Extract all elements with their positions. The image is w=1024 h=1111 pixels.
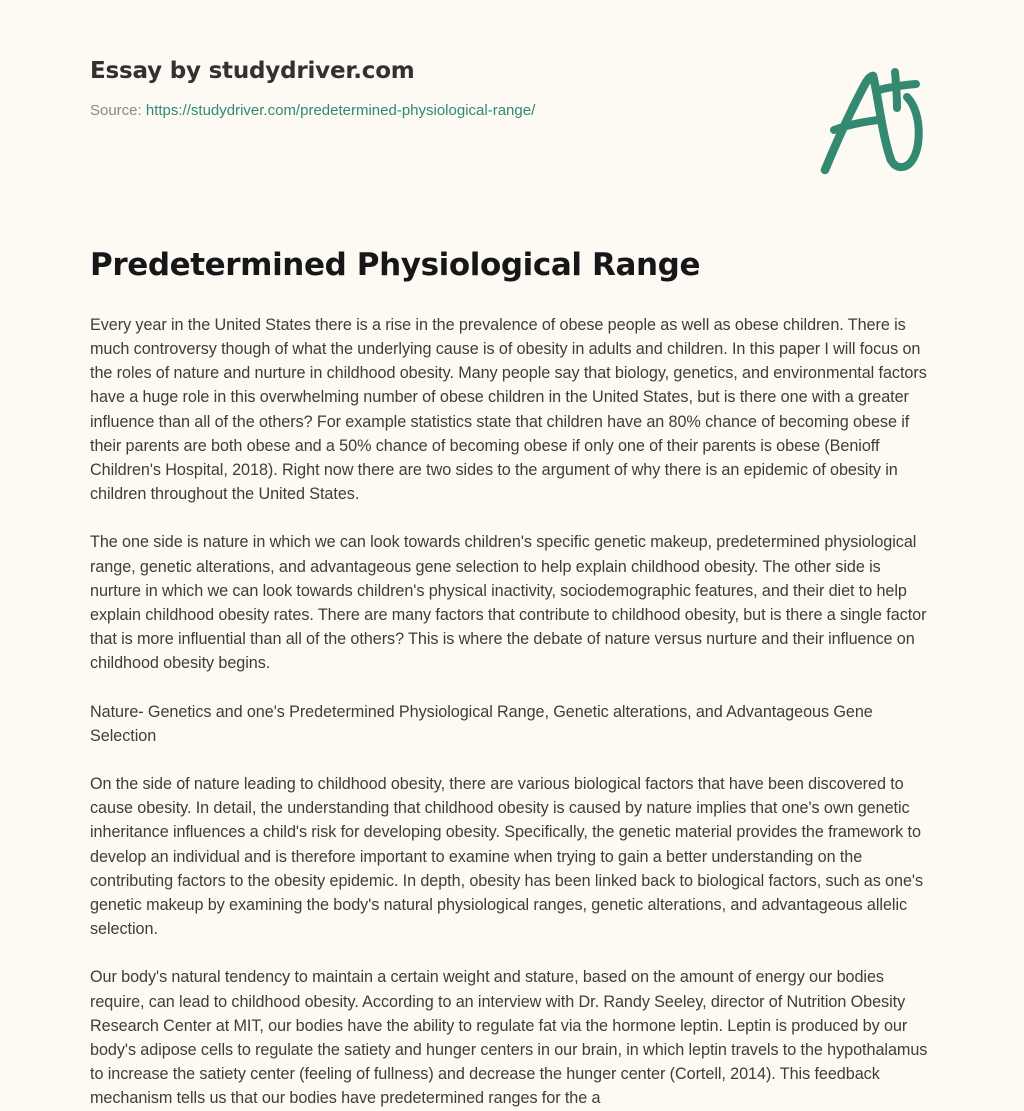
page-title: Predetermined Physiological Range [90, 247, 701, 283]
paragraph: Our body's natural tendency to maintain a certain weight and stature, based on the amount of energy our bodies require, can lead to childhood obesity. According to an interview with Dr. Randy Seeley, director of Nutrition Obesity Research Center at MIT, our bodies have the ability to regulate fat via the hormone leptin. Leptin is produced by our body's adipose cells to regulate the satiety and hunger centers in our brain, in which leptin travels to the hypothalamus to increase the satiety center (feeling of fullness) and decrease the hunger center (Cortell, 2014). This feedback mechanism tells us that our bodies have predetermined ranges for the a [90, 968, 928, 1108]
header-text-block [90, 58, 790, 120]
source-line [90, 101, 790, 121]
source-url-link[interactable]: https://studydriver.com/predetermined-physiological-range/ [145, 101, 536, 119]
section-heading-text: Nature- Genetics and one's Predetermined Physiological Range, Genetic alterations, and Advantageous Gene Selection [90, 702, 873, 745]
essay-byline: Essay by studydriver.com [90, 58, 415, 84]
article-body [90, 313, 928, 1111]
paragraph: Every year in the United States there is a rise in the prevalence of obese people as well as obese children. There is much controversy though of what the underlying cause is of obesity in adults and children. In this paper I will focus on the roles of nature and nurture in childhood obesity. Many people say that biology, genetics, and environmental factors have a huge role in this overwhelming number of obese children in the United States, but is there one with a greater influence than all of the others? For example statistics state that children have an 80% chance of becoming obese if their parents are both obese and a 50% chance of becoming obese if only one of their parents is obese (Benioff Children's Hospital, 2018). Right now there are two sides to the argument of why there is an epidemic of obesity in children throughout the United States. [90, 315, 927, 504]
source-label: Source: [90, 101, 142, 119]
studydriver-logo[interactable] [812, 66, 932, 180]
paragraph: On the side of nature leading to childhood obesity, there are various biological factors that have been discovered to cause obesity. In detail, the understanding that childhood obesity is caused by nature implies that one's own genetic inheritance influences a child's risk for developing obesity. Specifically, the genetic material provides the framework to develop an individual and is therefore important to examine when trying to gain a better understanding on the contributing factors to the obesity epidemic. In depth, obesity has been linked back to biological factors, such as one's genetic makeup by examining the body's natural physiological ranges, genetic alterations, and advantageous allelic selection. [90, 775, 923, 939]
page-header [0, 0, 1024, 200]
article [90, 246, 928, 1111]
paragraph: The one side is nature in which we can look towards children's specific genetic makeup, predetermined physiological range, genetic alterations, and advantageous gene selection to help explain childhood obesity. The other side is nurture in which we can look towards children's physical inactivity, sociodemographic features, and their diet to help explain childhood obesity rates. There are many factors that contribute to childhood obesity, but is there a single factor that is more influential than all of the others? This is where the debate of nature versus nurture and their influence on childhood obesity begins. [90, 533, 927, 673]
